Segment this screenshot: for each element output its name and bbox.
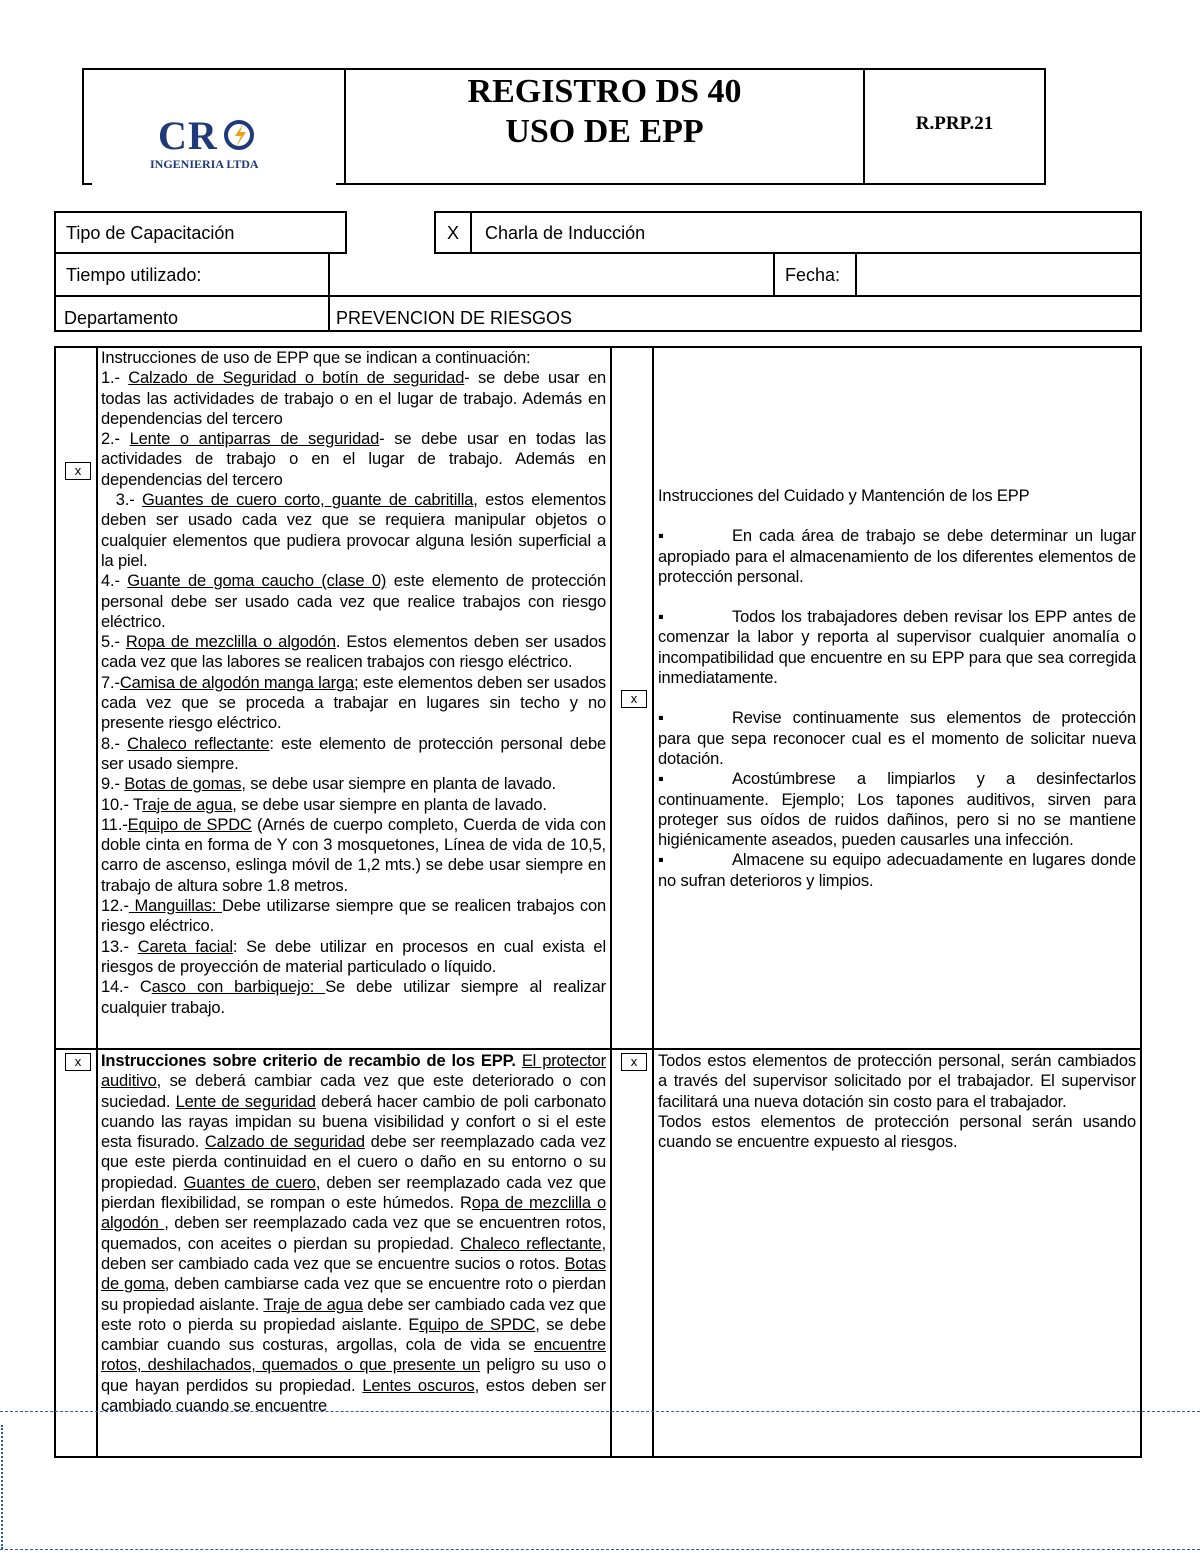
page-margin-line (0, 1549, 1200, 1550)
uso-item-name: Ropa de mezclilla o algodón (125, 633, 336, 652)
uso-item (101, 896, 606, 937)
uso-item-number: 10.- T (101, 795, 143, 814)
title-line-2: USO DE EPP (505, 113, 704, 150)
bullet-icon: ▪ (658, 851, 664, 870)
recambio-instructions (101, 1051, 606, 1456)
uso-item-name: Lente o antiparras de seguridad (129, 430, 380, 449)
uso-item (101, 673, 606, 734)
uso-item-text: Se debe utilizar siempre al realizar cualquier trabajo. (101, 978, 606, 1017)
tiempo-value-field[interactable] (330, 254, 775, 297)
fecha-value-field[interactable] (857, 254, 1142, 297)
recambio-text: , deben ser reemplazado cada vez que se encuentren rotos, quemados, con aceites o pierdan su propiedad. (101, 1214, 606, 1253)
uso-item-number: 7.- (101, 673, 120, 692)
recambio-text: debe ser reemplazado cada vez que este pierda continuidad en el cuero o daño en su entorno o su propiedad. (101, 1133, 606, 1192)
grid-divider (610, 346, 612, 1458)
uso-intro: Instrucciones de uso de EPP que se indican a continuación: (101, 349, 531, 367)
logo-text: CR (158, 113, 218, 158)
uso-item-name: Manguillas: (128, 897, 222, 916)
uso-item-number: 12.- (101, 897, 129, 916)
uso-item-number: 8.- (101, 734, 128, 753)
depto-label: Departamento (64, 307, 179, 328)
grid-divider (96, 346, 98, 1458)
uso-item-name: Chaleco reflectante (127, 734, 270, 753)
uso-item-number: 4.- (101, 572, 128, 591)
cuidado-item-text: Acostúmbrese a limpiarlos y a desinfectarlos continuamente. Ejemplo; Los tapones auditivos, sirven para proteger sus oídos de ruidos dañinos, pero si no se mantiene higiénicamente aseados, pueden causarles una infección. (658, 770, 1136, 850)
recambio-item-name: encuentre rotos, deshilachados, quemados o que presente un (101, 1336, 606, 1375)
uso-item (101, 632, 606, 673)
uso-item-text: - se debe usar en todas las actividades de trabajo o en el lugar de trabajo. Además en dependencias del tercero (101, 430, 606, 489)
uso-checkbox[interactable]: x (65, 462, 91, 480)
uso-item-text: , se debe usar siempre en planta de lavado. (241, 775, 556, 794)
dotacion-info (658, 1051, 1136, 1152)
uso-item-name: Botas de gomas (124, 775, 242, 794)
tipo-mark-cell[interactable] (434, 211, 472, 254)
uso-item (101, 571, 606, 632)
recambio-item-name: Lentes oscuros (362, 1376, 475, 1395)
recambio-text: , se debe cambiar cuando sus costuras, argollas, cola de vida se (101, 1315, 606, 1355)
cuidado-item-text: Todos los trabajadores deben revisar los EPP antes de comenzar la labor y reporta al supervisor cualquier anomalía o incompatibilidad que encuentre en su EPP para que sea corregida inmediatamente. (658, 608, 1136, 688)
uso-item-number: 11.- (101, 815, 128, 834)
uso-item-name: Guante de goma caucho (clase 0) (127, 572, 387, 591)
recambio-item-name: Chaleco reflectante (460, 1234, 602, 1253)
uso-item-name: Guantes de cuero corto, guante de cabritilla (142, 491, 474, 510)
uso-item-text: , estos elementos deben ser usado cada vez que se requiera manipular objetos o cualquier elementos que pudiera provocar alguna lesión superficial a la piel. (101, 491, 606, 570)
recambio-paragraph (101, 1051, 606, 1416)
tipo-label-cell (54, 211, 347, 254)
uso-item-name: Calzado de Seguridad o botín de seguridad (128, 369, 465, 388)
recambio-text: , deben ser reemplazado cada vez que pierdan flexibilidad, se rompan o este húmedos. R (101, 1173, 606, 1213)
cuidado-instructions (658, 486, 1136, 891)
dotacion-p1: Todos estos elementos de protección personal, serán cambiados a través del supervisor solicitado por el trabajador. El supervisor facilitará una nueva dotación sin costo para el trabajador. (658, 1052, 1136, 1111)
uso-item-text: - se debe usar en todas las actividades de trabajo o en el lugar de trabajo. Además en dependencias del tercero (101, 369, 606, 428)
page-break-line (0, 1411, 1200, 1412)
recambio-item-name: quipo de SPDC (419, 1315, 536, 1334)
uso-item-number: 1.- (101, 369, 129, 388)
uso-item-number: 3.- (101, 491, 142, 510)
recambio-text: , estos deben ser cambiado cuando se encuentre (101, 1376, 606, 1416)
uso-item (101, 795, 606, 815)
recambio-item-name: Traje de agua (263, 1295, 363, 1314)
uso-item (101, 937, 606, 978)
recambio-item-name: Calzado de seguridad (204, 1133, 365, 1152)
uso-item (101, 977, 606, 1018)
cuidado-item-text: Revise continuamente sus elementos de protección para que sepa reconocer cual es el momento de solicitar nueva dotación. (658, 709, 1136, 768)
uso-item-text: : Se debe utilizar en procesos en cual exista el riesgos de proyección de material particulado o líquido. (101, 937, 606, 976)
title-line-1: REGISTRO DS 40 (467, 73, 742, 110)
uso-item (101, 815, 606, 896)
uso-item (101, 429, 606, 490)
uso-item-name: Equipo de SPDC (127, 815, 252, 834)
uso-instructions (101, 348, 606, 1046)
document-title (346, 72, 863, 152)
bullet-icon: ▪ (658, 770, 664, 789)
uso-item-text: . Estos elementos deben ser usados cada vez que las labores se realicen trabajos con riesgo eléctrico. (101, 633, 606, 672)
tipo-value-cell (472, 211, 1142, 254)
company-logo (150, 112, 280, 172)
cuidado-item (658, 769, 1136, 850)
tiempo-label: Tiempo utilizado: (66, 264, 202, 285)
uso-item (101, 368, 606, 429)
cuidado-item-text: Almacene su equipo adecuadamente en lugares donde no sufran deterioros y limpios. (658, 851, 1136, 890)
cuidado-title: Instrucciones del Cuidado y Mantención de los EPP (658, 487, 1030, 505)
tipo-value: Charla de Inducción (485, 222, 646, 243)
recambio-text: debe ser cambiado cada vez que este roto o pierda su propiedad aislante. E (101, 1295, 606, 1334)
recambio-checkbox[interactable]: x (65, 1053, 91, 1071)
fecha-label: Fecha: (785, 264, 841, 285)
logo-subtitle: INGENIERIA LTDA (150, 157, 259, 171)
uso-item-name: Careta facial (137, 937, 233, 956)
bullet-icon: ▪ (658, 527, 664, 546)
document-code: R.PRP.21 (915, 113, 994, 134)
recambio-text: , deben ser cambiado cada vez que se encuentre sucios o rotos. (101, 1234, 606, 1273)
uso-item-number: 14.- C (101, 978, 152, 997)
uso-item-text: : este elemento de protección personal debe ser usado siempre. (101, 734, 606, 773)
uso-item-name: asco con barbiquejo: (151, 978, 326, 997)
uso-item (101, 774, 606, 794)
recambio-title: Instrucciones sobre criterio de recambio de los EPP. (101, 1052, 516, 1070)
bullet-icon: ▪ (658, 608, 664, 627)
uso-item-name: raje de agua (142, 795, 233, 814)
page-margin-marker (1, 1425, 3, 1549)
recambio-item-name: Guantes de cuero (183, 1173, 316, 1192)
tipo-mark: X (446, 222, 459, 243)
depto-label-cell (54, 297, 330, 332)
recambio-text: deberá hacer cambio de poli carbonato cuando las rayas impidan su buena visibilidad y confort o si el este esta fisurado. (101, 1092, 606, 1152)
uso-item-number: 2.- (101, 430, 130, 449)
uso-item-text: Debe utilizarse siempre que se realicen trabajos con riesgo eléctrico. (101, 897, 606, 936)
dotacion-checkbox[interactable]: x (621, 1053, 647, 1071)
cuidado-checkbox[interactable]: x (621, 690, 647, 708)
uso-item-text: este elemento de protección personal debe ser usado cada vez que realice trabajos con riesgo eléctrico. (101, 572, 606, 631)
uso-item-number: 5.- (101, 633, 126, 652)
recambio-text: peligro su uso o que hayan perdidos su propiedad. (101, 1356, 606, 1395)
recambio-item-name: opa de mezclilla o algodón (101, 1194, 606, 1233)
grid-row-divider (54, 1048, 1142, 1050)
uso-item-name: Camisa de algodón manga larga; (119, 673, 359, 692)
depto-value-cell (330, 297, 1142, 332)
uso-item (101, 490, 606, 571)
uso-item (101, 734, 606, 775)
recambio-text: , deben cambiarse cada vez que se encuentre roto o pierdan su propiedad aislante. (101, 1275, 606, 1314)
recambio-item-name: Lente de seguridad (175, 1092, 316, 1111)
uso-item-number: 13.- (101, 937, 138, 956)
dotacion-p2: Todos estos elementos de protección personal serán usando cuando se encuentre expuesto al riesgos. (658, 1112, 1136, 1152)
fecha-label-cell (775, 254, 857, 297)
uso-item-text: (Arnés de cuerpo completo, Cuerda de vida con doble cinta en forma de Y con 3 mosquetones, Línea de vida de 10,5, carro de ascenso, eslinga móvil de 1,2 mts.) se debe usar siempre en trabajo de altura sobre 1.8 metros. (101, 815, 606, 895)
cuidado-item (658, 850, 1136, 891)
depto-value: PREVENCION DE RIESGOS (336, 307, 573, 328)
cuidado-item (658, 607, 1136, 688)
uso-item-text: , se debe usar siempre en planta de lavado. (232, 795, 547, 814)
recambio-text: , se deberá cambiar cada vez que este deteriorado o con suciedad. (101, 1072, 606, 1111)
bullet-icon: ▪ (658, 709, 664, 728)
uso-item-text: este elementos deben ser usados cada vez que se proceda a trabajar en lugares sin techo y no presente riesgo eléctrico. (101, 673, 606, 733)
tipo-label: Tipo de Capacitación (66, 222, 235, 243)
header-bottom-line (82, 183, 92, 185)
cuidado-item (658, 526, 1136, 587)
recambio-item-name: El protector auditivo (101, 1052, 606, 1091)
logo-emblem-icon (222, 118, 256, 152)
recambio-item-name: Botas de goma (101, 1254, 606, 1294)
grid-divider (652, 346, 654, 1458)
cuidado-item-text: En cada área de trabajo se debe determinar un lugar apropiado para el almacenamiento de los diferentes elementos de protección personal. (658, 527, 1136, 586)
tiempo-label-cell (54, 254, 330, 297)
cuidado-item (658, 708, 1136, 769)
uso-item-number: 9.- (101, 775, 125, 794)
